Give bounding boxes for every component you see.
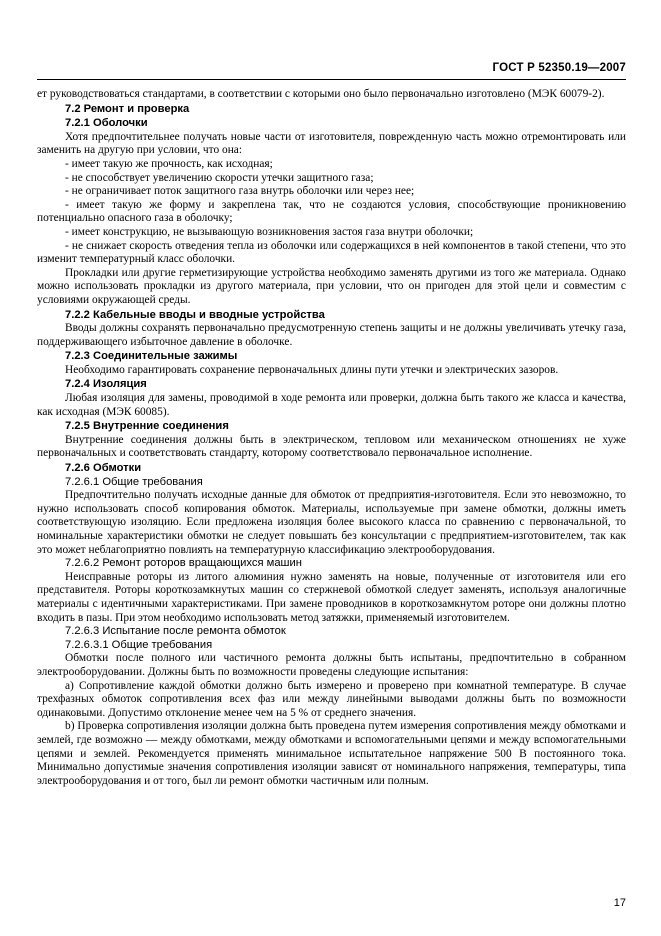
heading-7-2-2: 7.2.2 Кабельные вводы и вводные устройства	[65, 308, 325, 321]
heading-7-2-6-1: 7.2.6.1 Общие требования	[65, 475, 203, 488]
list-item-dash-2: - не способствует увеличению скорости утечки защитного газа;	[65, 171, 374, 184]
page-number: 17	[613, 897, 626, 909]
paragraph-7-2-1-2: Прокладки или другие герметизирующие устройства необходимо заменять другими из того же материала. Однако можно использовать прокладки из другого материала, при условии, что он пригоден для этой цели и совместим с условиями окружающей среды.	[37, 266, 626, 306]
paragraph-7-2-6-1: Предпочтительно получать исходные данные для обмоток от предприятия-изготовителя. Если это невозможно, то нужно использовать способ копирования обмоток. Материалы, используемые при замене обмотки, должны иметь соответствующую изоляцию. Если предложена изоляция более высокого класса по сравнению с первоначальной, то номинальные характеристики обмотки не следует повышать без консультации с предприятием-изготовителем, так как это может неблагоприятно повлиять на температурную классификацию электрооборудования.	[37, 489, 626, 556]
list-item-b: b) Проверка сопротивления изоляции должна быть проведена путем измерения сопротивления между обмотками и землей, где возможно — между обмотками, между обмотками и вспомогательными цепями и между вспомогательными цепями и землей. Рекомендуется применять минимальное испытательное напряжение 500 В постоянного тока. Минимально допустимые значения сопротивления изоляции зависят от номинального напряжения, температуры, типа электрооборудования и от того, был ли ремонт обмотки частичным или полным.	[37, 720, 626, 787]
heading-7-2-6-2: 7.2.6.2 Ремонт роторов вращающихся машин	[65, 557, 302, 570]
list-item-dash-6: - не снижает скорость отведения тепла из оболочки или содержащихся в ней компонентов в такой степени, что это изменит температурный класс оболочки.	[37, 239, 626, 266]
paragraph-7-2-1-1: Хотя предпочтительнее получать новые части от изготовителя, поврежденную часть можно отремонтировать или заменить на другую при условии, что она:	[37, 130, 626, 157]
list-item-dash-4: - имеет такую же форму и закреплена так, что не создаются условия, способствующие проникновению потенциально опасного газа в оболочку;	[37, 198, 626, 225]
paragraph-7-2-6-2: Неисправные роторы из литого алюминия нужно заменять на новые, полученные от изготовителя или его представителя. Роторы короткозамкнутых машин со стержневой обмоткой следует заменять, используя аналогичные материалы с идентичными характеристиками. При замене проводников в короткозамкнутом роторе они должны плотно входить в пазы. При этом необходимо использовать метод затяжки, применяемый изготовителем.	[37, 570, 626, 624]
document-body	[37, 88, 626, 788]
heading-7-2-5: 7.2.5 Внутренние соединения	[65, 420, 229, 433]
paragraph-7-2-6-3-1: Обмотки после полного или частичного ремонта должны быть испытаны, предпочтительно в собранном электрооборудовании. Должны быть по возможности проведены следующие испытания:	[37, 652, 626, 678]
paragraph-intro: ет руководствоваться стандартами, в соответствии с которыми оно было первоначально изготовлено (МЭК 60079-2).	[37, 88, 605, 100]
heading-7-2-1: 7.2.1 Оболочки	[65, 117, 148, 130]
paragraph-7-2-2: Вводы должны сохранять первоначально предусмотренную степень защиты и не должны увеличивать утечку газа, поддерживающего избыточное давление в оболочке.	[37, 322, 626, 348]
heading-7-2-6: 7.2.6 Обмотки	[65, 462, 142, 475]
paragraph-7-2-3: Необходимо гарантировать сохранение первоначальных длины пути утечки и электрических зазоров.	[65, 363, 559, 376]
heading-7-2-4: 7.2.4 Изоляция	[65, 378, 147, 391]
paragraph-7-2-4: Любая изоляция для замены, проводимой в ходе ремонта или проверки, должна быть такого же класса и качества, как исходная (МЭК 60085).	[37, 392, 626, 418]
header-divider-line	[37, 79, 626, 80]
heading-7-2-6-3: 7.2.6.3 Испытание после ремонта обмоток	[65, 625, 286, 638]
list-item-a: a) Сопротивление каждой обмотки должно быть измерено и проверено при комнатной температуре. В случае трехфазных обмоток сопротивления всех фаз или между линейными выводами должны быть по возможности одинаковыми. Допустимо отклонение менее чем на 5 % от среднего значения.	[37, 679, 626, 719]
paragraph-7-2-5: Внутренние соединения должны быть в электрическом, тепловом или механическом отношениях не хуже первоначальных и соответствовать стандарту, которому соответствовало первоначальное исполнение.	[37, 433, 626, 460]
list-item-dash-1: - имеет такую же прочность, как исходная;	[65, 157, 273, 170]
heading-7-2-3: 7.2.3 Соединительные зажимы	[65, 350, 238, 363]
page-header-standard-number: ГОСТ Р 52350.19—2007	[492, 62, 626, 74]
heading-7-2: 7.2 Ремонт и проверка	[65, 102, 190, 115]
list-item-dash-5: - имеет конструкцию, не вызывающую возникновения застоя газа внутри оболочки;	[65, 225, 474, 238]
heading-7-2-6-3-1: 7.2.6.3.1 Общие требования	[65, 638, 213, 651]
list-item-dash-3: - не ограничивает поток защитного газа внутрь оболочки или через нее;	[65, 185, 415, 198]
